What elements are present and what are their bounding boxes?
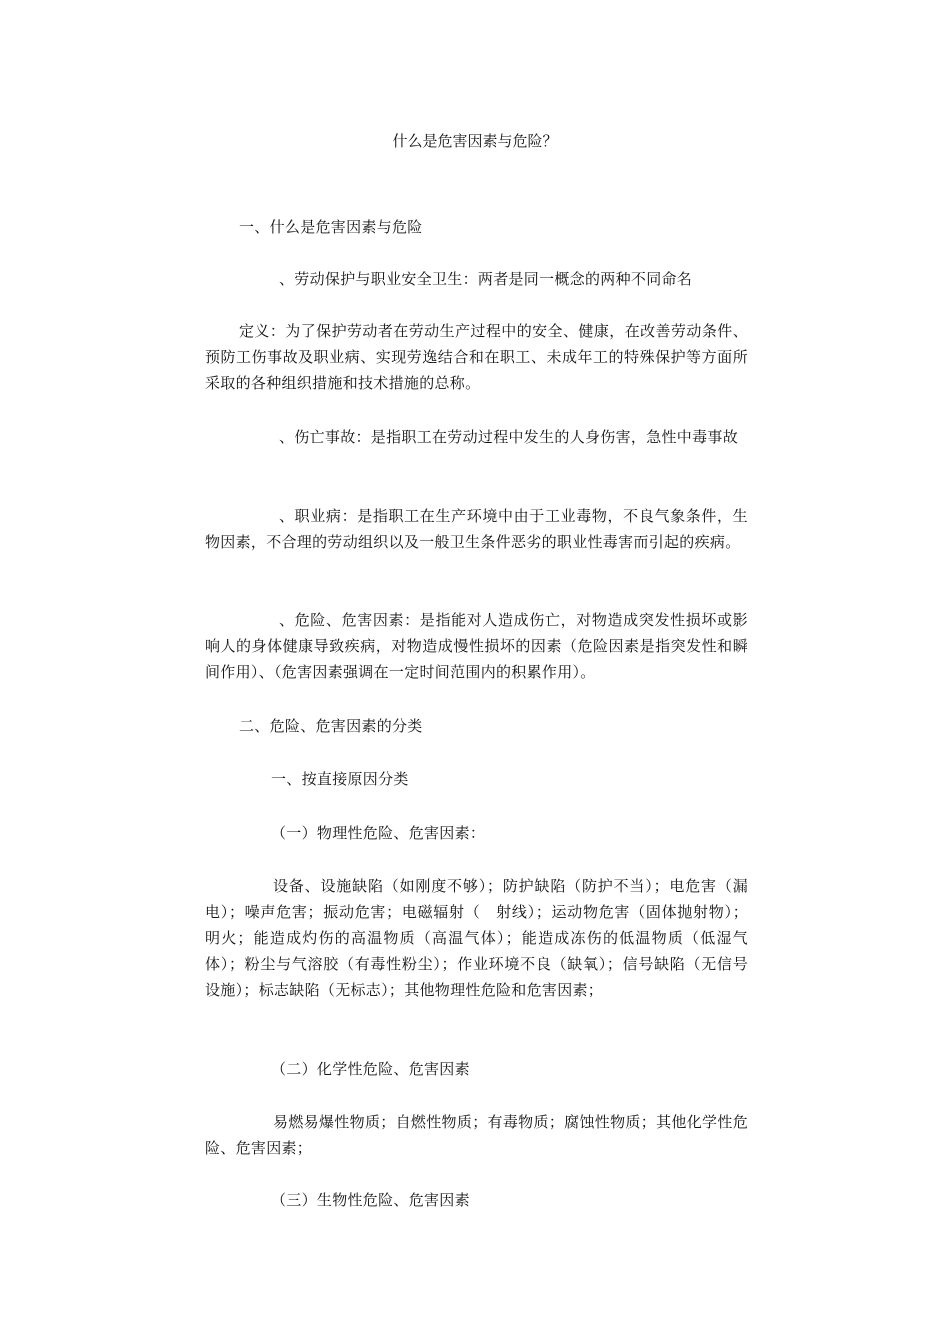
paragraph-casualty-accident: 、伤亡事故：是指职工在劳动过程中发生的人身伤害，急性中毒事故 [279,428,739,446]
section-heading-2: 二、危险、危害因素的分类 [239,717,423,735]
section-heading-1: 一、什么是危害因素与危险 [239,218,423,236]
subsection-heading-biological: （三）生物性危险、危害因素 [271,1191,470,1209]
paragraph-occupational-disease: 、职业病：是指职工在生产环境中由于工业毒物，不良气象条件，生物因素，不合理的劳动组织以及一般卫生条件恶劣的职业性毒害而引起的疾病。 [205,507,748,551]
document-title: 什么是危害因素与危险？ [392,132,558,150]
subsection-heading-physical: （一）物理性危险、危害因素： [271,824,486,842]
paragraph-physical-factors: 设备、设施缺陷（如刚度不够）；防护缺陷（防护不当）；电危害（漏电）；噪声危害；振动危害；电磁辐射（ 射线）；运动物危害（固体抛射物）；明火；能造成灼伤的高温物质（高温气体）；能造成冻伤的低温物质（低湿气体）；粉尘与气溶胶（有毒性粉尘）；作业环境不良（缺氧）；信号缺陷（无信号设施）；标志缺陷（无标志）；其他物理性危险和危害因素； [205,877,748,999]
subsection-heading-chemical: （二）化学性危险、危害因素 [271,1060,470,1078]
paragraph-definition: 定义：为了保护劳动者在劳动生产过程中的安全、健康，在改善劳动条件、预防工伤事故及职业病、实现劳逸结合和在职工、未成年工的特殊保护等方面所采取的各种组织措施和技术措施的总称。 [205,322,748,392]
paragraph-hazard-factors: 、危险、危害因素：是指能对人造成伤亡，对物造成突发性损坏或影响人的身体健康导致疾病，对物造成慢性损坏的因素（危险因素是指突发性和瞬间作用）、（危害因素强调在一定时间范围内的积累作用）。 [205,611,748,681]
subsection-heading-direct-cause: 一、按直接原因分类 [271,770,409,788]
paragraph-labor-protection: 、劳动保护与职业安全卫生：两者是同一概念的两种不同命名 [279,270,693,288]
paragraph-chemical-factors: 易燃易爆性物质；自燃性物质；有毒物质；腐蚀性物质；其他化学性危险、危害因素； [205,1113,748,1157]
